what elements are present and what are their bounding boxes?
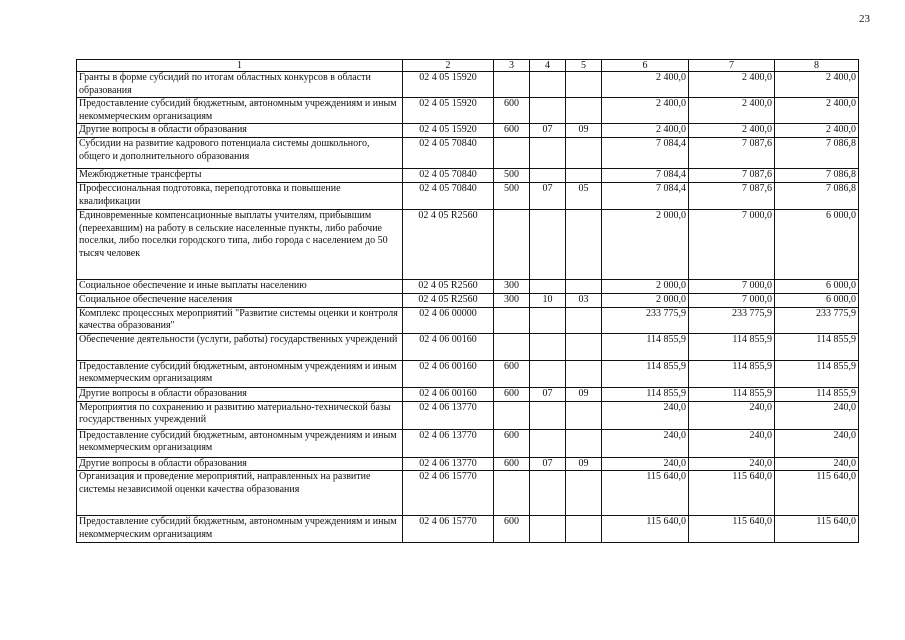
row-amount-col7: 115 640,0 — [689, 471, 775, 516]
row-subsection — [566, 471, 602, 516]
table-row — [77, 124, 859, 138]
row-section — [530, 98, 566, 124]
row-amount-col7: 7 087,6 — [689, 183, 775, 210]
row-expense-type: 600 — [494, 516, 530, 543]
row-amount-col6: 2 400,0 — [602, 72, 689, 98]
table-row — [77, 72, 859, 98]
row-amount-col8: 7 086,8 — [775, 169, 859, 183]
header-col-7: 7 — [689, 60, 775, 72]
row-expense-type — [494, 401, 530, 429]
row-subsection: 09 — [566, 457, 602, 471]
row-code: 02 4 05 15920 — [403, 72, 494, 98]
row-section — [530, 516, 566, 543]
row-code: 02 4 06 00160 — [403, 360, 494, 387]
row-code: 02 4 06 15770 — [403, 516, 494, 543]
row-subsection — [566, 210, 602, 280]
row-expense-type — [494, 307, 530, 333]
row-name: Другие вопросы в области образования — [77, 457, 403, 471]
row-subsection — [566, 429, 602, 457]
row-expense-type — [494, 471, 530, 516]
row-name: Предоставление субсидий бюджетным, автономным учреждениям и иным некоммерческим организациям — [77, 516, 403, 543]
row-code: 02 4 05 R2560 — [403, 210, 494, 280]
row-name: Субсидии на развитие кадрового потенциала системы дошкольного, общего и дополнительного образования — [77, 138, 403, 169]
budget-table — [76, 59, 859, 543]
row-code: 02 4 06 13770 — [403, 429, 494, 457]
row-subsection: 05 — [566, 183, 602, 210]
row-subsection — [566, 516, 602, 543]
row-section: 07 — [530, 387, 566, 401]
row-section: 07 — [530, 457, 566, 471]
row-subsection — [566, 360, 602, 387]
header-col-5: 5 — [566, 60, 602, 72]
row-amount-col8: 115 640,0 — [775, 471, 859, 516]
row-subsection — [566, 401, 602, 429]
row-section: 07 — [530, 183, 566, 210]
row-name: Мероприятия по сохранению и развитию материально-технической базы государственных учреждений — [77, 401, 403, 429]
row-amount-col6: 2 000,0 — [602, 280, 689, 294]
page-number: 23 — [859, 13, 870, 25]
row-section — [530, 360, 566, 387]
row-amount-col7: 7 087,6 — [689, 169, 775, 183]
row-section — [530, 210, 566, 280]
row-code: 02 4 06 00160 — [403, 387, 494, 401]
row-subsection: 09 — [566, 387, 602, 401]
row-section — [530, 401, 566, 429]
row-amount-col6: 233 775,9 — [602, 307, 689, 333]
row-expense-type — [494, 72, 530, 98]
table-row — [77, 183, 859, 210]
header-col-6: 6 — [602, 60, 689, 72]
table-row — [77, 138, 859, 169]
row-section — [530, 169, 566, 183]
table-row — [77, 360, 859, 387]
table-row — [77, 307, 859, 333]
row-amount-col6: 115 640,0 — [602, 516, 689, 543]
row-expense-type: 600 — [494, 457, 530, 471]
row-subsection — [566, 280, 602, 294]
row-amount-col8: 7 086,8 — [775, 138, 859, 169]
row-amount-col8: 2 400,0 — [775, 72, 859, 98]
row-amount-col8: 7 086,8 — [775, 183, 859, 210]
row-code: 02 4 05 15920 — [403, 124, 494, 138]
row-section — [530, 72, 566, 98]
row-name: Предоставление субсидий бюджетным, автономным учреждениям и иным некоммерческим организациям — [77, 429, 403, 457]
row-expense-type: 600 — [494, 387, 530, 401]
row-section: 07 — [530, 124, 566, 138]
table-header-row — [77, 60, 859, 72]
row-amount-col8: 114 855,9 — [775, 360, 859, 387]
header-col-4: 4 — [530, 60, 566, 72]
row-amount-col8: 6 000,0 — [775, 294, 859, 308]
row-amount-col6: 7 084,4 — [602, 138, 689, 169]
row-subsection — [566, 169, 602, 183]
row-amount-col8: 240,0 — [775, 457, 859, 471]
row-amount-col7: 114 855,9 — [689, 360, 775, 387]
row-amount-col8: 233 775,9 — [775, 307, 859, 333]
row-amount-col8: 115 640,0 — [775, 516, 859, 543]
table-row — [77, 516, 859, 543]
row-code: 02 4 06 00000 — [403, 307, 494, 333]
row-code: 02 4 05 70840 — [403, 183, 494, 210]
row-section — [530, 280, 566, 294]
row-code: 02 4 06 15770 — [403, 471, 494, 516]
row-expense-type: 600 — [494, 124, 530, 138]
table-row — [77, 98, 859, 124]
row-expense-type: 600 — [494, 98, 530, 124]
row-name: Комплекс процессных мероприятий "Развитие системы оценки и контроля качества образования" — [77, 307, 403, 333]
row-code: 02 4 06 13770 — [403, 457, 494, 471]
row-amount-col7: 7 087,6 — [689, 138, 775, 169]
row-code: 02 4 05 70840 — [403, 138, 494, 169]
row-amount-col8: 114 855,9 — [775, 333, 859, 360]
row-amount-col6: 240,0 — [602, 401, 689, 429]
row-code: 02 4 06 13770 — [403, 401, 494, 429]
row-amount-col8: 6 000,0 — [775, 210, 859, 280]
row-amount-col8: 2 400,0 — [775, 98, 859, 124]
row-expense-type — [494, 210, 530, 280]
header-col-2: 2 — [403, 60, 494, 72]
row-amount-col7: 2 400,0 — [689, 72, 775, 98]
row-name: Профессиональная подготовка, переподготовка и повышение квалификации — [77, 183, 403, 210]
table-row — [77, 457, 859, 471]
row-expense-type: 600 — [494, 429, 530, 457]
row-amount-col7: 240,0 — [689, 457, 775, 471]
row-amount-col8: 240,0 — [775, 401, 859, 429]
table-row — [77, 210, 859, 280]
row-amount-col7: 2 400,0 — [689, 98, 775, 124]
row-name: Обеспечение деятельности (услуги, работы) государственных учреждений — [77, 333, 403, 360]
row-amount-col8: 6 000,0 — [775, 280, 859, 294]
row-expense-type: 500 — [494, 183, 530, 210]
row-name: Другие вопросы в области образования — [77, 124, 403, 138]
row-code: 02 4 06 00160 — [403, 333, 494, 360]
row-name: Межбюджетные трансферты — [77, 169, 403, 183]
row-subsection — [566, 72, 602, 98]
row-subsection — [566, 333, 602, 360]
table-row — [77, 294, 859, 308]
row-amount-col6: 115 640,0 — [602, 471, 689, 516]
row-name: Гранты в форме субсидий по итогам областных конкурсов в области образования — [77, 72, 403, 98]
row-amount-col8: 114 855,9 — [775, 387, 859, 401]
row-amount-col7: 114 855,9 — [689, 333, 775, 360]
row-expense-type: 300 — [494, 294, 530, 308]
header-col-1: 1 — [77, 60, 403, 72]
row-amount-col6: 7 084,4 — [602, 169, 689, 183]
row-expense-type — [494, 138, 530, 169]
row-code: 02 4 05 15920 — [403, 98, 494, 124]
table-row — [77, 401, 859, 429]
row-code: 02 4 05 70840 — [403, 169, 494, 183]
row-section: 10 — [530, 294, 566, 308]
row-amount-col7: 7 000,0 — [689, 210, 775, 280]
row-amount-col7: 240,0 — [689, 401, 775, 429]
table-row — [77, 169, 859, 183]
row-subsection — [566, 307, 602, 333]
header-col-3: 3 — [494, 60, 530, 72]
row-name: Организация и проведение мероприятий, направленных на развитие системы независимой оценки качества образования — [77, 471, 403, 516]
table-row — [77, 471, 859, 516]
row-amount-col7: 7 000,0 — [689, 294, 775, 308]
row-subsection: 09 — [566, 124, 602, 138]
header-col-8: 8 — [775, 60, 859, 72]
row-code: 02 4 05 R2560 — [403, 294, 494, 308]
row-name: Предоставление субсидий бюджетным, автономным учреждениям и иным некоммерческим организациям — [77, 98, 403, 124]
row-amount-col8: 240,0 — [775, 429, 859, 457]
row-amount-col7: 115 640,0 — [689, 516, 775, 543]
row-amount-col6: 2 400,0 — [602, 124, 689, 138]
row-expense-type: 600 — [494, 360, 530, 387]
row-amount-col6: 2 000,0 — [602, 294, 689, 308]
row-section — [530, 429, 566, 457]
table-row — [77, 387, 859, 401]
row-amount-col6: 2 000,0 — [602, 210, 689, 280]
row-amount-col6: 240,0 — [602, 429, 689, 457]
row-expense-type: 300 — [494, 280, 530, 294]
row-amount-col6: 2 400,0 — [602, 98, 689, 124]
row-expense-type: 500 — [494, 169, 530, 183]
row-amount-col6: 240,0 — [602, 457, 689, 471]
row-name: Социальное обеспечение населения — [77, 294, 403, 308]
row-amount-col7: 2 400,0 — [689, 124, 775, 138]
row-code: 02 4 05 R2560 — [403, 280, 494, 294]
row-amount-col7: 114 855,9 — [689, 387, 775, 401]
row-amount-col7: 7 000,0 — [689, 280, 775, 294]
row-name: Социальное обеспечение и иные выплаты населению — [77, 280, 403, 294]
row-amount-col7: 240,0 — [689, 429, 775, 457]
row-expense-type — [494, 333, 530, 360]
row-amount-col6: 114 855,9 — [602, 360, 689, 387]
row-amount-col6: 114 855,9 — [602, 333, 689, 360]
row-amount-col6: 114 855,9 — [602, 387, 689, 401]
row-name: Единовременные компенсационные выплаты учителям, прибывшим (переехавшим) на работу в сельские населенные пункты, либо рабочие поселки, либо поселки городского типа, либо города с населением до 50 тысяч человек — [77, 210, 403, 280]
row-section — [530, 333, 566, 360]
row-section — [530, 307, 566, 333]
row-subsection — [566, 138, 602, 169]
table-row — [77, 333, 859, 360]
row-section — [530, 138, 566, 169]
row-subsection — [566, 98, 602, 124]
row-amount-col6: 7 084,4 — [602, 183, 689, 210]
row-amount-col7: 233 775,9 — [689, 307, 775, 333]
table-row — [77, 280, 859, 294]
row-subsection: 03 — [566, 294, 602, 308]
row-amount-col8: 2 400,0 — [775, 124, 859, 138]
table-row — [77, 429, 859, 457]
row-name: Предоставление субсидий бюджетным, автономным учреждениям и иным некоммерческим организациям — [77, 360, 403, 387]
row-name: Другие вопросы в области образования — [77, 387, 403, 401]
row-section — [530, 471, 566, 516]
